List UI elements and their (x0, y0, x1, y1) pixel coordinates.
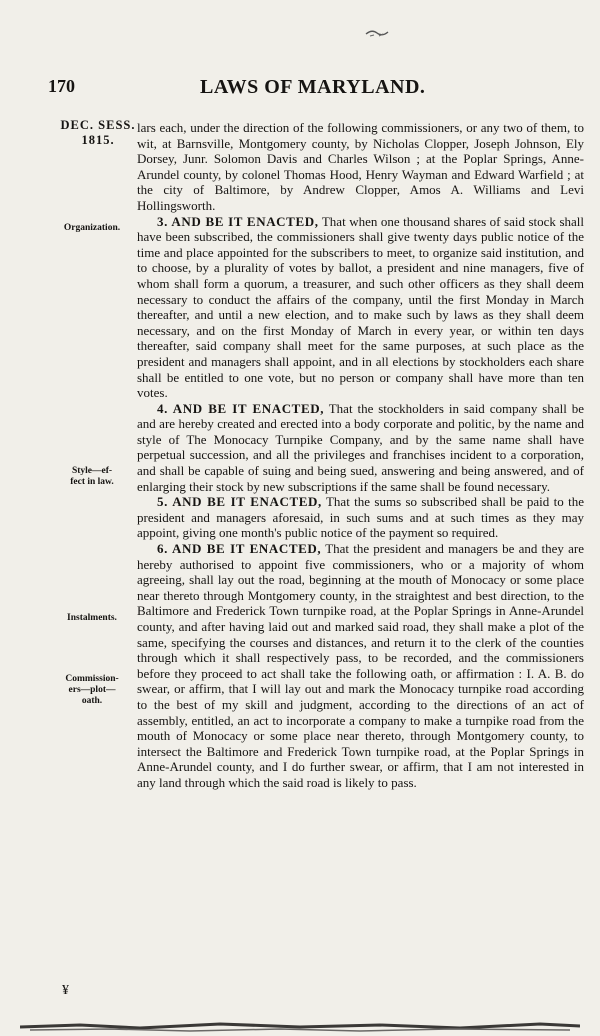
section-6-text: That the president and managers be and they are hereby authorised to appoint five commissioners, who or a majority of whom agreeing, shall lay out the road, beginning at the mouth of Monocacy or some place near thereto through Montgomery county, in the straightest and best direction, to the Baltimore and Frederick Town turnpike road, at the Poplar Springs in Anne-Arundel county, and after having laid out and marked said road, they shall make a plot of the same, specifying the courses and distances, and return it to the clerk of the counties through which it shall respectively pass, to be recorded, and the commissioners before they proceed to act shall take the following oath, or affirmation : I. A. B. do swear, or affirm, that I will lay out and mark the Monocacy turnpike road according to the best of my skill and judgment, according to the directions of an act of assembly, entitled, an act to incorporate a company to make a turnpike road from the mouth of Monocacy or some place near thereto, through Montgomery county, to intersect the Baltimore and Frederick Town turnpike road, at the Poplar Springs in Anne-Arundel county, and I do further swear, or affirm, that I am not interested in any land through which the said road is likely to pass. (137, 541, 584, 790)
section-3-label: 3. AND BE IT ENACTED, (157, 213, 319, 229)
style-line-1: Style—ef- (71, 466, 113, 476)
paragraph-1: lars each, under the direction of the following commissioners, or any two of them, to wit, at Barnsville, Montgomery county, by Nicholas Clopper, Joseph Johnson, Ely Dorsey, Junr. Solomon Davis and Charles Wilson ; at the Poplar Springs, Anne-Arundel county, by colonel Thomas Hood, Henry Wayman and Edward Warfield ; at the city of Baltimore, by Andrew Clopper, Amos A. Williams and Levi Hollingsworth. (137, 120, 584, 213)
style-line-2: fect in law. (70, 477, 114, 487)
page-number: 170 (48, 76, 75, 96)
running-head: LAWS OF MARYLAND. (200, 76, 426, 98)
section-6-label: 6. AND BE IT ENACTED, (157, 541, 322, 557)
section-5 (137, 494, 584, 541)
comm-line-3: oath. (81, 696, 103, 706)
margin-commissioners (50, 674, 134, 707)
body-text (137, 120, 584, 791)
section-5-text: That the sums so subscribed shall be paid to the president and managers aforesaid, in such sums and at such times as they may appoint, giving one month's public notice of the payment so required. (137, 494, 584, 541)
margin-organization: Organization. (63, 223, 121, 233)
section-4 (137, 401, 584, 495)
section-3 (137, 214, 584, 401)
page-header (0, 76, 600, 106)
margin-style-effect (50, 466, 134, 488)
margin-instalments: Instalments. (67, 613, 117, 623)
margin-mark: ¥ (62, 983, 69, 998)
session-line-2: 1815. (81, 133, 115, 147)
section-4-label: 4. AND BE IT ENACTED, (157, 400, 325, 416)
ink-smudge (364, 28, 390, 38)
comm-line-1: Commission- (65, 674, 119, 684)
section-5-label: 5. AND BE IT ENACTED, (157, 494, 322, 510)
margin-session (58, 118, 138, 148)
session-line-1: DEC. SESS. (60, 118, 136, 132)
section-6 (137, 541, 584, 791)
section-3-text: That when one thousand shares of said stock shall have been subscribed, the commissioners shall give twenty days public notice of the time and place appointed for the subscribers to meet, to organize said institution, and to choose, by a plurality of votes by ballot, a president and nine managers, five of whom shall form a quorum, a treasurer, and such other officers as they shall deem necessary to conduct the affairs of the company, until the first Monday in March thereafter, and until a new election, and to make such by laws as they shall deem necessary, and on the first Monday of March in every year, or within ten days thereafter, said company shall meet for the same purposes, at such place as the president and managers shall appoint, and in all elections by stockholders each share shall be entitled to one vote, but no person or company shall have more than ten votes. (137, 213, 584, 401)
bottom-scan-edge (20, 1018, 580, 1032)
section-4-text: That the stockholders in said company shall be and are hereby created and erected into a body corporate and politic, by the name and style of The Monocacy Turnpike Company, and by the same name shall have perpetual succession, and all the privileges and franchises incident to a corporation, and shall be capable of suing and being sued, answering and being answered, and of enlarging their stock by new subscriptions if the same shall be found necessary. (137, 400, 584, 494)
comm-line-2: ers—plot— (68, 685, 116, 695)
